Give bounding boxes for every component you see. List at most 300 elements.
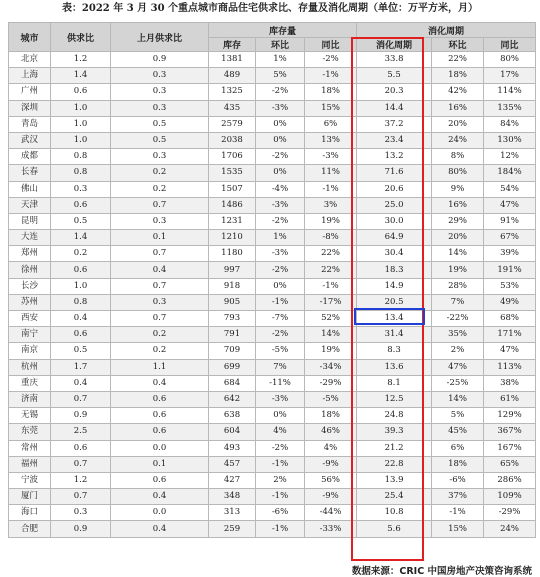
cell-digestion-period: 25.4 [357, 489, 432, 505]
table-row [9, 456, 536, 472]
cell-inventory-yoy: -34% [305, 359, 357, 375]
table-row [9, 278, 536, 294]
cell-city: 无锡 [9, 408, 51, 424]
cell-digestion-mom: 15% [432, 521, 484, 537]
cell-city: 北京 [9, 52, 51, 68]
cell-inventory: 997 [209, 262, 256, 278]
cell-digestion-period: 12.5 [357, 391, 432, 407]
cell-city: 南京 [9, 343, 51, 359]
table-row [9, 197, 536, 213]
cell-last-month-supply-demand: 0.7 [111, 311, 209, 327]
cell-supply-demand: 0.3 [51, 505, 111, 521]
cell-digestion-period: 21.2 [357, 440, 432, 456]
cell-digestion-mom: 6% [432, 440, 484, 456]
cell-inventory-mom: 0% [256, 165, 305, 181]
cell-digestion-yoy: 67% [484, 230, 536, 246]
cell-inventory-mom: -2% [256, 262, 305, 278]
cell-inventory-mom: -2% [256, 149, 305, 165]
cell-city: 合肥 [9, 521, 51, 537]
cell-city: 西安 [9, 311, 51, 327]
header-city: 城市 [9, 23, 51, 52]
cell-digestion-period: 39.3 [357, 424, 432, 440]
cell-last-month-supply-demand: 0.2 [111, 181, 209, 197]
cell-digestion-period: 22.8 [357, 456, 432, 472]
cell-inventory-yoy: 11% [305, 165, 357, 181]
cell-inventory-mom: -7% [256, 311, 305, 327]
cell-digestion-period: 5.5 [357, 68, 432, 84]
table-row [9, 246, 536, 262]
cell-inventory-mom: 4% [256, 424, 305, 440]
cell-digestion-yoy: 65% [484, 456, 536, 472]
cell-digestion-period: 8.3 [357, 343, 432, 359]
cell-digestion-period: 64.9 [357, 230, 432, 246]
cell-inventory: 1535 [209, 165, 256, 181]
cell-inventory: 2579 [209, 116, 256, 132]
cell-digestion-yoy: 84% [484, 116, 536, 132]
cell-inventory-mom: -4% [256, 181, 305, 197]
cell-last-month-supply-demand: 0.4 [111, 489, 209, 505]
cell-digestion-period: 18.3 [357, 262, 432, 278]
cell-inventory: 313 [209, 505, 256, 521]
cell-inventory-mom: 5% [256, 68, 305, 84]
cell-city: 大连 [9, 230, 51, 246]
cell-digestion-yoy: 184% [484, 165, 536, 181]
header-digestion-period: 消化周期 [357, 38, 432, 52]
cell-inventory: 427 [209, 472, 256, 488]
cell-digestion-period: 14.4 [357, 100, 432, 116]
cell-last-month-supply-demand: 1.1 [111, 359, 209, 375]
cell-digestion-mom: -6% [432, 472, 484, 488]
cell-inventory-yoy: -1% [305, 278, 357, 294]
table-row [9, 230, 536, 246]
cell-last-month-supply-demand: 0.0 [111, 440, 209, 456]
cell-inventory: 918 [209, 278, 256, 294]
cell-city: 天津 [9, 197, 51, 213]
cell-supply-demand: 0.8 [51, 294, 111, 310]
cell-digestion-mom: 20% [432, 230, 484, 246]
header-inventory-yoy: 同比 [305, 38, 357, 52]
cell-supply-demand: 0.6 [51, 197, 111, 213]
cell-inventory: 1507 [209, 181, 256, 197]
cell-digestion-yoy: 91% [484, 213, 536, 229]
cell-last-month-supply-demand: 0.7 [111, 197, 209, 213]
cell-digestion-mom: 47% [432, 359, 484, 375]
cell-digestion-yoy: 80% [484, 52, 536, 68]
cell-last-month-supply-demand: 0.6 [111, 472, 209, 488]
cell-digestion-yoy: -29% [484, 505, 536, 521]
cell-digestion-mom: 80% [432, 165, 484, 181]
cell-last-month-supply-demand: 0.5 [111, 132, 209, 148]
cell-inventory-yoy: 52% [305, 311, 357, 327]
cell-digestion-mom: 45% [432, 424, 484, 440]
cell-supply-demand: 1.2 [51, 52, 111, 68]
cell-digestion-yoy: 191% [484, 262, 536, 278]
cell-inventory-mom: -2% [256, 84, 305, 100]
table-row [9, 327, 536, 343]
cell-digestion-yoy: 135% [484, 100, 536, 116]
cell-inventory-mom: 0% [256, 278, 305, 294]
cell-city: 徐州 [9, 262, 51, 278]
cell-digestion-period: 23.4 [357, 132, 432, 148]
cell-inventory: 1210 [209, 230, 256, 246]
cell-supply-demand: 1.7 [51, 359, 111, 375]
cell-supply-demand: 0.2 [51, 246, 111, 262]
cell-digestion-period: 24.8 [357, 408, 432, 424]
cell-digestion-yoy: 49% [484, 294, 536, 310]
header-inventory: 库存 [209, 38, 256, 52]
cell-digestion-mom: 18% [432, 456, 484, 472]
table-row [9, 68, 536, 84]
cell-inventory: 1706 [209, 149, 256, 165]
cell-digestion-yoy: 38% [484, 375, 536, 391]
cell-inventory: 791 [209, 327, 256, 343]
cell-digestion-mom: 8% [432, 149, 484, 165]
table-row [9, 440, 536, 456]
cell-last-month-supply-demand: 0.1 [111, 230, 209, 246]
cell-inventory: 435 [209, 100, 256, 116]
cell-inventory-mom: 0% [256, 132, 305, 148]
cell-digestion-yoy: 113% [484, 359, 536, 375]
cell-digestion-period: 5.6 [357, 521, 432, 537]
cell-digestion-yoy: 61% [484, 391, 536, 407]
cell-digestion-yoy: 24% [484, 521, 536, 537]
cell-supply-demand: 0.7 [51, 391, 111, 407]
cell-inventory-yoy: -2% [305, 52, 357, 68]
cell-inventory: 1486 [209, 197, 256, 213]
table-row [9, 294, 536, 310]
cell-digestion-mom: -22% [432, 311, 484, 327]
cell-digestion-mom: 29% [432, 213, 484, 229]
table-body [9, 52, 536, 538]
cell-inventory-yoy: 18% [305, 84, 357, 100]
table-row [9, 424, 536, 440]
cell-city: 厦门 [9, 489, 51, 505]
cell-last-month-supply-demand: 0.9 [111, 52, 209, 68]
cell-city: 上海 [9, 68, 51, 84]
cell-digestion-mom: 22% [432, 52, 484, 68]
cell-inventory: 1180 [209, 246, 256, 262]
cell-inventory-mom: 7% [256, 359, 305, 375]
cell-inventory-mom: -3% [256, 246, 305, 262]
cell-last-month-supply-demand: 0.2 [111, 165, 209, 181]
cell-digestion-yoy: 109% [484, 489, 536, 505]
cell-digestion-mom: 16% [432, 100, 484, 116]
table-row [9, 311, 536, 327]
table-row [9, 489, 536, 505]
cell-last-month-supply-demand: 0.0 [111, 505, 209, 521]
header-digestion-yoy: 同比 [484, 38, 536, 52]
cell-inventory: 1381 [209, 52, 256, 68]
cell-supply-demand: 1.0 [51, 100, 111, 116]
cell-inventory-mom: -5% [256, 343, 305, 359]
cell-inventory-yoy: -17% [305, 294, 357, 310]
header-inventory-group: 库存量 [209, 23, 357, 38]
cell-inventory: 638 [209, 408, 256, 424]
table-row [9, 165, 536, 181]
cell-city: 济南 [9, 391, 51, 407]
table-row [9, 262, 536, 278]
header-digestion-mom: 环比 [432, 38, 484, 52]
cell-inventory-mom: -3% [256, 197, 305, 213]
cell-city: 重庆 [9, 375, 51, 391]
cell-inventory-yoy: -9% [305, 489, 357, 505]
cell-supply-demand: 0.7 [51, 489, 111, 505]
cell-inventory: 604 [209, 424, 256, 440]
cell-inventory: 348 [209, 489, 256, 505]
header-digestion-group: 消化周期 [357, 23, 536, 38]
cell-digestion-mom: 18% [432, 68, 484, 84]
cell-digestion-period: 20.5 [357, 294, 432, 310]
cell-inventory-yoy: 14% [305, 327, 357, 343]
cell-inventory-mom: -1% [256, 521, 305, 537]
cell-city: 郑州 [9, 246, 51, 262]
cell-city: 长沙 [9, 278, 51, 294]
cell-digestion-yoy: 130% [484, 132, 536, 148]
cell-city: 佛山 [9, 181, 51, 197]
cell-last-month-supply-demand: 0.3 [111, 213, 209, 229]
table-row [9, 213, 536, 229]
cell-city: 青岛 [9, 116, 51, 132]
cell-last-month-supply-demand: 0.7 [111, 246, 209, 262]
cell-digestion-mom: 7% [432, 294, 484, 310]
table-row [9, 408, 536, 424]
cell-last-month-supply-demand: 0.2 [111, 343, 209, 359]
cell-supply-demand: 0.3 [51, 181, 111, 197]
cell-digestion-yoy: 47% [484, 343, 536, 359]
cell-last-month-supply-demand: 0.7 [111, 278, 209, 294]
cell-digestion-period: 37.2 [357, 116, 432, 132]
cell-inventory-yoy: 3% [305, 197, 357, 213]
cell-inventory-yoy: 6% [305, 116, 357, 132]
cell-inventory-yoy: -8% [305, 230, 357, 246]
cell-supply-demand: 2.5 [51, 424, 111, 440]
table-row [9, 116, 536, 132]
cell-last-month-supply-demand: 0.3 [111, 294, 209, 310]
cell-inventory-mom: 1% [256, 52, 305, 68]
cell-digestion-period: 14.9 [357, 278, 432, 294]
header-last-month-supply-demand: 上月供求比 [111, 23, 209, 52]
cell-digestion-yoy: 171% [484, 327, 536, 343]
cell-city: 福州 [9, 456, 51, 472]
cell-digestion-period: 20.3 [357, 84, 432, 100]
cell-inventory-yoy: -3% [305, 149, 357, 165]
cell-digestion-period: 13.2 [357, 149, 432, 165]
cell-supply-demand: 0.7 [51, 456, 111, 472]
cell-inventory-mom: -1% [256, 456, 305, 472]
cell-last-month-supply-demand: 0.6 [111, 408, 209, 424]
cell-inventory: 259 [209, 521, 256, 537]
cell-inventory: 1231 [209, 213, 256, 229]
table-row [9, 84, 536, 100]
cell-inventory: 1325 [209, 84, 256, 100]
cell-digestion-period: 8.1 [357, 375, 432, 391]
cell-digestion-yoy: 12% [484, 149, 536, 165]
cell-digestion-period: 13.9 [357, 472, 432, 488]
cell-digestion-yoy: 129% [484, 408, 536, 424]
header-inventory-mom: 环比 [256, 38, 305, 52]
table-row [9, 359, 536, 375]
cell-digestion-period: 30.0 [357, 213, 432, 229]
cell-inventory: 905 [209, 294, 256, 310]
table-row [9, 521, 536, 537]
cell-inventory-yoy: 13% [305, 132, 357, 148]
cell-last-month-supply-demand: 0.1 [111, 456, 209, 472]
cell-inventory-mom: -1% [256, 294, 305, 310]
table-row [9, 149, 536, 165]
cell-inventory-yoy: 22% [305, 262, 357, 278]
cell-city: 常州 [9, 440, 51, 456]
cell-digestion-mom: -25% [432, 375, 484, 391]
cell-digestion-mom: 24% [432, 132, 484, 148]
header-supply-demand: 供求比 [51, 23, 111, 52]
table-row [9, 181, 536, 197]
table-row [9, 391, 536, 407]
cell-digestion-mom: 35% [432, 327, 484, 343]
cell-inventory-mom: -3% [256, 100, 305, 116]
cell-last-month-supply-demand: 0.4 [111, 375, 209, 391]
cell-digestion-yoy: 47% [484, 197, 536, 213]
cell-inventory: 493 [209, 440, 256, 456]
table-title: 表：2022 年 3 月 30 个重点城市商品住宅供求比、存量及消化周期（单位：万平方米，月） [61, 3, 479, 14]
cell-digestion-period: 13.4 [357, 311, 432, 327]
cell-last-month-supply-demand: 0.3 [111, 149, 209, 165]
cell-digestion-mom: 5% [432, 408, 484, 424]
cell-supply-demand: 1.0 [51, 116, 111, 132]
cell-digestion-period: 25.0 [357, 197, 432, 213]
cell-supply-demand: 0.4 [51, 311, 111, 327]
cell-inventory: 684 [209, 375, 256, 391]
cell-digestion-mom: 42% [432, 84, 484, 100]
cell-supply-demand: 0.9 [51, 521, 111, 537]
cell-digestion-period: 33.8 [357, 52, 432, 68]
cell-inventory-yoy: -1% [305, 181, 357, 197]
cell-city: 深圳 [9, 100, 51, 116]
cell-digestion-mom: 19% [432, 262, 484, 278]
cell-city: 杭州 [9, 359, 51, 375]
cell-digestion-yoy: 367% [484, 424, 536, 440]
cell-digestion-mom: 9% [432, 181, 484, 197]
cell-inventory-yoy: -9% [305, 456, 357, 472]
cell-digestion-period: 13.6 [357, 359, 432, 375]
cell-supply-demand: 1.4 [51, 230, 111, 246]
cell-city: 武汉 [9, 132, 51, 148]
cell-city: 成都 [9, 149, 51, 165]
cell-inventory: 2038 [209, 132, 256, 148]
cell-inventory-mom: 1% [256, 230, 305, 246]
cell-inventory-yoy: -5% [305, 391, 357, 407]
city-housing-table [8, 22, 536, 538]
table-row [9, 375, 536, 391]
cell-digestion-yoy: 68% [484, 311, 536, 327]
cell-city: 宁波 [9, 472, 51, 488]
cell-digestion-mom: -1% [432, 505, 484, 521]
cell-digestion-mom: 14% [432, 246, 484, 262]
cell-last-month-supply-demand: 0.2 [111, 327, 209, 343]
cell-inventory: 457 [209, 456, 256, 472]
cell-last-month-supply-demand: 0.3 [111, 84, 209, 100]
cell-digestion-period: 10.8 [357, 505, 432, 521]
cell-city: 昆明 [9, 213, 51, 229]
cell-inventory-yoy: -29% [305, 375, 357, 391]
cell-inventory-yoy: 4% [305, 440, 357, 456]
cell-last-month-supply-demand: 0.3 [111, 68, 209, 84]
cell-inventory-yoy: 18% [305, 408, 357, 424]
cell-supply-demand: 0.6 [51, 262, 111, 278]
cell-inventory: 699 [209, 359, 256, 375]
cell-inventory-yoy: 15% [305, 100, 357, 116]
cell-last-month-supply-demand: 0.6 [111, 391, 209, 407]
cell-digestion-yoy: 54% [484, 181, 536, 197]
cell-digestion-yoy: 53% [484, 278, 536, 294]
cell-digestion-mom: 28% [432, 278, 484, 294]
cell-digestion-mom: 14% [432, 391, 484, 407]
cell-digestion-period: 20.6 [357, 181, 432, 197]
cell-supply-demand: 0.8 [51, 165, 111, 181]
cell-supply-demand: 0.5 [51, 213, 111, 229]
cell-supply-demand: 0.6 [51, 327, 111, 343]
cell-inventory-yoy: -33% [305, 521, 357, 537]
cell-digestion-period: 31.4 [357, 327, 432, 343]
cell-last-month-supply-demand: 0.4 [111, 521, 209, 537]
cell-inventory-yoy: 19% [305, 343, 357, 359]
cell-inventory-mom: -1% [256, 489, 305, 505]
cell-inventory-yoy: 46% [305, 424, 357, 440]
cell-digestion-period: 30.4 [357, 246, 432, 262]
cell-digestion-mom: 37% [432, 489, 484, 505]
cell-last-month-supply-demand: 0.6 [111, 424, 209, 440]
cell-supply-demand: 1.2 [51, 472, 111, 488]
cell-supply-demand: 1.0 [51, 278, 111, 294]
cell-inventory-yoy: 19% [305, 213, 357, 229]
cell-inventory-yoy: 22% [305, 246, 357, 262]
cell-city: 东莞 [9, 424, 51, 440]
cell-inventory-yoy: -1% [305, 68, 357, 84]
cell-digestion-mom: 2% [432, 343, 484, 359]
cell-last-month-supply-demand: 0.4 [111, 262, 209, 278]
table-row [9, 132, 536, 148]
cell-digestion-yoy: 286% [484, 472, 536, 488]
table-row [9, 343, 536, 359]
cell-inventory-mom: -6% [256, 505, 305, 521]
cell-digestion-yoy: 17% [484, 68, 536, 84]
cell-supply-demand: 0.5 [51, 343, 111, 359]
cell-city: 广州 [9, 84, 51, 100]
cell-last-month-supply-demand: 0.3 [111, 100, 209, 116]
table-row [9, 505, 536, 521]
cell-inventory-yoy: -44% [305, 505, 357, 521]
cell-city: 长春 [9, 165, 51, 181]
cell-supply-demand: 0.4 [51, 375, 111, 391]
cell-digestion-yoy: 39% [484, 246, 536, 262]
cell-digestion-period: 71.6 [357, 165, 432, 181]
cell-supply-demand: 0.9 [51, 408, 111, 424]
cell-city: 苏州 [9, 294, 51, 310]
table-row [9, 52, 536, 68]
cell-inventory: 793 [209, 311, 256, 327]
cell-inventory-mom: -2% [256, 327, 305, 343]
cell-supply-demand: 0.6 [51, 440, 111, 456]
table-row [9, 100, 536, 116]
cell-digestion-mom: 20% [432, 116, 484, 132]
cell-city: 海口 [9, 505, 51, 521]
cell-digestion-mom: 16% [432, 197, 484, 213]
cell-supply-demand: 0.6 [51, 84, 111, 100]
cell-inventory: 709 [209, 343, 256, 359]
cell-inventory-mom: 0% [256, 408, 305, 424]
cell-inventory-mom: -11% [256, 375, 305, 391]
cell-last-month-supply-demand: 0.5 [111, 116, 209, 132]
cell-inventory-mom: 2% [256, 472, 305, 488]
